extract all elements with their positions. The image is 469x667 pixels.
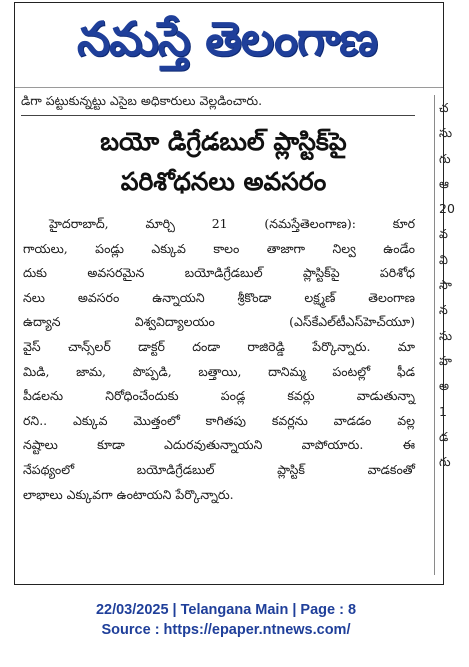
- adjacent-column-fragment: 20: [439, 201, 455, 217]
- article-body-line: పీడలను నిరోధించేందుకు పండ్ల కవర్లు వాడుతున్నా: [23, 388, 415, 404]
- adjacent-column-fragment: సా: [439, 277, 452, 293]
- article-body: [21, 212, 426, 507]
- footer-date-page: 22/03/2025 | Telangana Main | Page : 8: [95, 602, 357, 618]
- article-body-line: నష్టాలు కూడా ఎదురవుతున్నాయని వాపోయారు. ఈ: [23, 437, 415, 453]
- adjacent-column-fragment: 1: [439, 403, 447, 419]
- newspaper-clipping: [14, 2, 455, 585]
- adjacent-column-fragment: హ: [439, 352, 452, 368]
- clipping-footer: [0, 600, 452, 640]
- article-body-line: మిడి, జామ, పొప్పడి, బత్తాయి, దానిమ్మ పంటల్లో ఫీడ: [23, 363, 415, 379]
- article-body-line: రని.. ఎక్కువ మొత్తంలో కాగితపు కవర్లను వాడడం వల్ల: [23, 412, 415, 428]
- headline-line: పరిశోధనలు అవసరం: [120, 167, 327, 196]
- adjacent-article-column: [439, 95, 469, 474]
- column-divider: [434, 95, 435, 575]
- article-body-line: లాభాలు ఎక్కువగా ఉంటాయని పేర్కొన్నారు.: [23, 486, 234, 502]
- headline-line: బయో డిగ్రేడబుల్ ప్లాస్టిక్‌పై: [100, 127, 347, 156]
- article-body-line: నేపథ్యంలో బయోడిగ్రేడబుల్ ప్లాస్టిక్ వాడకంతో: [23, 461, 415, 477]
- adjacent-column-fragment: గు: [439, 150, 451, 166]
- article-body-line: ఉద్యాన విశ్వవిద్యాలయం (ఎస్‌కేఎల్‌టీఎస్‌హెచ్‌యూ): [23, 314, 415, 330]
- newspaper-masthead: నమస్తే తెలంగాణ: [77, 12, 377, 67]
- article-body-line: దుకు అవసరమైన బయోడిగ్రేడబుల్ ప్లాస్టిక్‌పై పరిశోధ: [23, 265, 415, 281]
- adjacent-column-fragment: సు: [439, 125, 453, 141]
- article-separator: [21, 115, 415, 116]
- adjacent-column-fragment: సు: [439, 327, 453, 343]
- footer-source: Source : https://epaper.ntnews.com/: [101, 622, 351, 638]
- article-headline: [21, 122, 426, 202]
- adjacent-column-fragment: చ: [439, 100, 449, 115]
- adjacent-column-fragment: గు: [439, 454, 451, 470]
- article-body-line: వైస్ చాన్స్‌లర్ డాక్టర్ దండా రాజిరెడ్డి పేర్కొన్నారు. మా: [23, 338, 415, 354]
- adjacent-column-fragment: అ: [439, 378, 450, 394]
- article-body-line: హైదరాబాద్, మార్చి 21 (నమస్తేతెలంగాణ): కూర: [49, 216, 415, 231]
- adjacent-column-fragment: న: [439, 302, 448, 318]
- masthead-rule: [15, 87, 443, 88]
- previous-article-tail: డిగా పట్టుకున్నట్టు ఎసైబ అధికారులు వెల్లడించారు.: [21, 93, 263, 108]
- adjacent-column-fragment: వ: [439, 226, 448, 242]
- article-column: [21, 91, 426, 507]
- article-body-line: గాయలు, పండ్లు ఎక్కువ కాలం తాజాగా నిల్వ ఉండేం: [23, 240, 415, 256]
- adjacent-column-fragment: ఆ: [439, 175, 449, 191]
- adjacent-column-fragment: డ: [439, 428, 449, 444]
- article-body-line: నలు అవసరం ఉన్నాయని శ్రీకొండా లక్ష్మణ్ తెలంగాణ: [23, 289, 415, 305]
- adjacent-column-fragment: వి: [439, 251, 448, 267]
